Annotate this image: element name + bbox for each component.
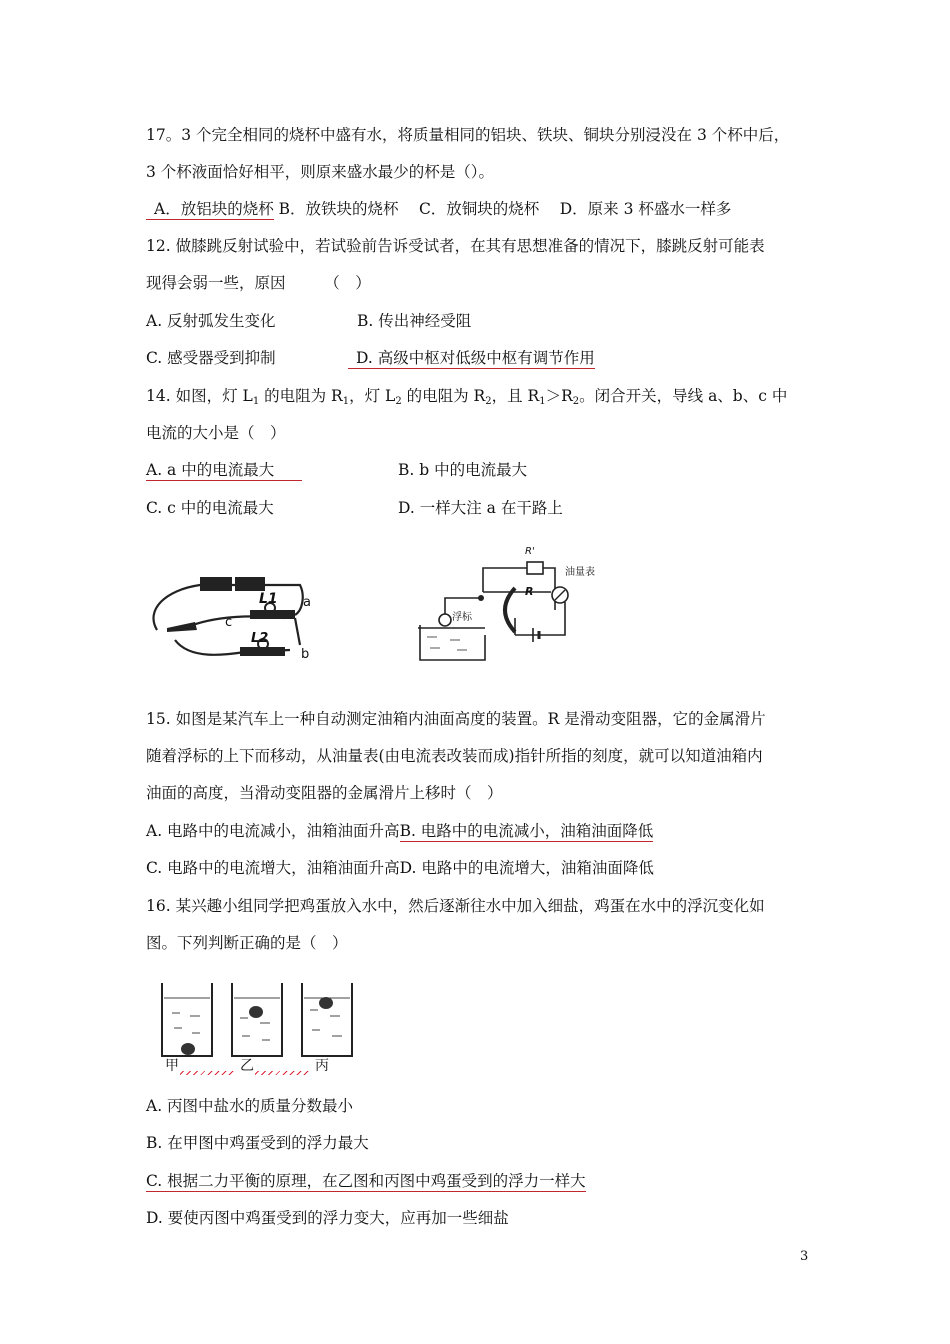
q17-options <box>146 198 731 220</box>
beaker-bing <box>302 983 352 1056</box>
q15-line1: 15. 如图是某汽车上一种自动测定油箱内油面高度的装置。R 是滑动变阻器，它的金属滑片 <box>146 710 766 728</box>
q15-options-cd <box>146 857 654 879</box>
q15-options-ab <box>146 820 653 842</box>
label-b: b <box>301 647 310 662</box>
q15-line3: 油面的高度，当滑动变阻器的金属滑片上移时（ ） <box>146 784 503 802</box>
q16-option-d: D. 要使丙图中鸡蛋受到的浮力变大，应再加一些细盐 <box>146 1209 509 1227</box>
circuit-figure-lamps <box>145 570 310 665</box>
fuel-gauge-figure <box>415 540 600 670</box>
q14-option-c: C. c 中的电流最大 <box>146 499 274 517</box>
float-icon <box>439 614 451 626</box>
q12-option-d-answer: D. 高级中枢对低级中枢有调节作用 <box>348 347 595 369</box>
q12-option-a: A. 反射弧发生变化 <box>146 312 276 330</box>
q14-option-d: D. 一样大注 a 在干路上 <box>398 499 563 517</box>
q16-option-b: B. 在甲图中鸡蛋受到的浮力最大 <box>146 1134 369 1152</box>
label-r-prime: R' <box>525 546 535 557</box>
q15-option-c: C. 电路中的电流增大，油箱油面升高 <box>146 859 400 877</box>
q12-line1: 12. 做膝跳反射试验中，若试验前告诉受试者，在其有思想准备的情况下，膝跳反射可能表 <box>146 237 765 255</box>
q14-option-a-answer: A. a 中的电流最大 <box>146 459 302 481</box>
q12-line2: 现得会弱一些，原因 （ ） <box>146 274 371 292</box>
q12-option-b: B. 传出神经受阻 <box>357 312 472 330</box>
q16-option-a: A. 丙图中盐水的质量分数最小 <box>146 1097 354 1115</box>
label-jia: 甲 <box>165 1058 179 1074</box>
q16-option-c-answer: C. 根据二力平衡的原理，在乙图和丙图中鸡蛋受到的浮力一样大 <box>146 1172 586 1190</box>
q17-line1: 17。3 个完全相同的烧杯中盛有水，将质量相同的铝块、铁块、铜块分别浸没在 3 个杯中后， <box>146 126 790 144</box>
egg-icon-yi <box>249 1006 263 1018</box>
q14-option-b: B. b 中的电流最大 <box>398 461 528 479</box>
q15-line2: 随着浮标的上下而移动，从油量表(由电流表改装而成)指针所指的刻度，就可以知道油箱内 <box>146 747 763 765</box>
label-yi: 乙 <box>240 1058 254 1074</box>
rheostat-r <box>505 588 515 632</box>
page-number: 3 <box>800 1249 809 1264</box>
battery-icon <box>235 577 265 591</box>
beaker-yi <box>232 983 282 1056</box>
label-c: c <box>225 615 233 630</box>
label-bing: 丙 <box>315 1058 329 1074</box>
q15-option-d: D. 电路中的电流增大，油箱油面降低 <box>399 859 654 877</box>
spellcheck-squiggle <box>255 1071 310 1075</box>
q12-option-c: C. 感受器受到抑制 <box>146 349 276 367</box>
q16-line1: 16. 某兴趣小组同学把鸡蛋放入水中，然后逐渐往水中加入细盐，鸡蛋在水中的浮沉变化如 <box>146 897 765 915</box>
q14-line2: 电流的大小是（ ） <box>146 424 286 442</box>
egg-icon-bing <box>319 997 333 1009</box>
label-r: R <box>525 585 534 598</box>
switch-icon <box>167 622 197 632</box>
q15-option-b-answer: B. 电路中的电流减小，油箱油面降低 <box>399 822 654 840</box>
q17-line2: 3 个杯液面恰好相平，则原来盛水最少的杯是（）。 <box>146 163 495 181</box>
beakers-figure <box>160 978 360 1073</box>
label-l1: L1 <box>259 591 278 607</box>
spellcheck-squiggle <box>180 1071 235 1075</box>
label-a: a <box>303 595 311 610</box>
label-float: 浮标 <box>452 612 472 623</box>
egg-icon-jia <box>181 1043 195 1055</box>
pivot-icon <box>478 595 484 601</box>
label-fuel-meter: 油量表 <box>565 567 595 578</box>
q17-options-rest: B．放铁块的烧杯 C．放铜块的烧杯 D．原来 3 杯盛水一样多 <box>273 200 732 218</box>
q16-line2: 图。下列判断正确的是（ ） <box>146 934 348 952</box>
q17-option-a-answer: A．放铝块的烧杯 <box>146 200 274 220</box>
q15-option-a: A. 电路中的电流减小，油箱油面升高 <box>146 822 400 840</box>
battery-icon <box>200 577 232 591</box>
resistor-r-prime <box>527 562 543 574</box>
label-l2: L2 <box>251 631 269 646</box>
q14-line1: 14. 如图，灯 $L_1$ 的电阻为 $R_1$，灯 $L_2$ 的电阻为 $R_2$，且 $R_1>R_2$。闭合开关，导线 a、b、c 中 <box>146 387 788 407</box>
